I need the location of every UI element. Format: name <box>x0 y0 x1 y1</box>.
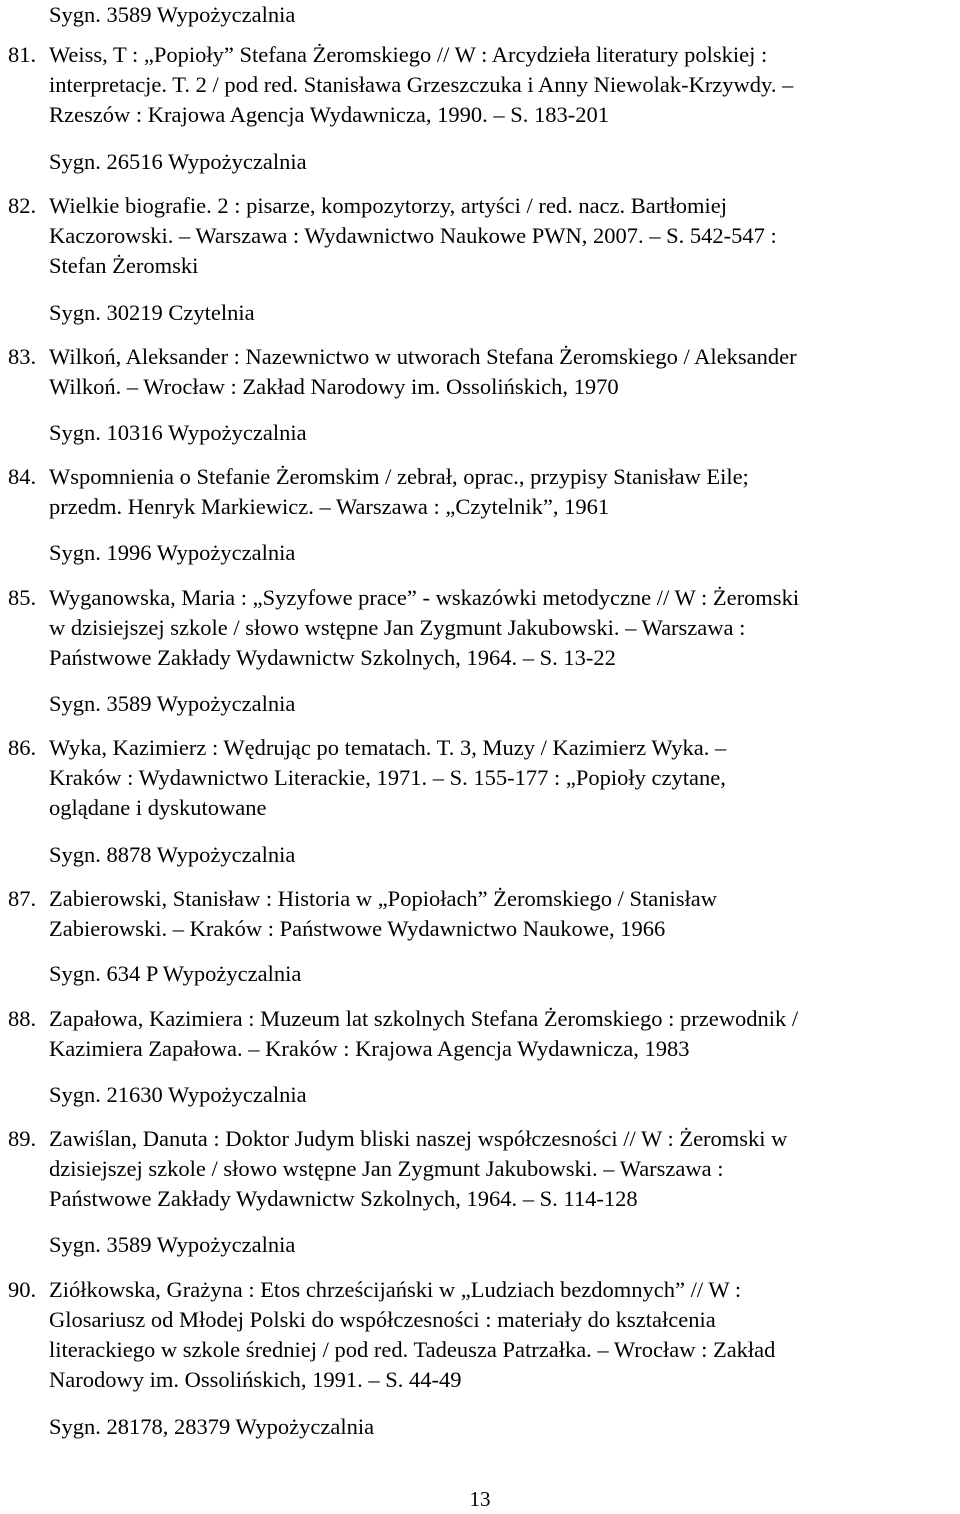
entry-number: 88. <box>8 1006 37 1031</box>
call-number: Sygn. 3589 Wypożyczalnia <box>49 1232 296 1257</box>
call-number: Sygn. 8878 Wypożyczalnia <box>49 842 296 867</box>
entry-text <box>49 733 959 823</box>
entry-line: Wspomnienia o Stefanie Żeromskim / zebrał, oprac., przypisy Stanisław Eile; <box>49 464 749 489</box>
entry-line: w dzisiejszej szkole / słowo wstępne Jan Zygmunt Jakubowski. – Warszawa : <box>49 615 746 640</box>
entry-text <box>49 191 959 281</box>
entry-line: Państwowe Zakłady Wydawnictw Szkolnych, 1964. – S. 114-128 <box>49 1186 638 1211</box>
entry-text <box>49 1124 959 1214</box>
entry-line: Ziółkowska, Grażyna : Etos chrześcijański w „Ludziach bezdomnych” // W : <box>49 1277 742 1302</box>
call-number: Sygn. 26516 Wypożyczalnia <box>49 149 307 174</box>
entry-line: Kraków : Wydawnictwo Literackie, 1971. – S. 155-177 : „Popioły czytane, <box>49 765 726 790</box>
entry-line: Glosariusz od Młodej Polski do współczesności : materiały do kształcenia <box>49 1307 716 1332</box>
entry-line: interpretacje. T. 2 / pod red. Stanisława Grzeszczuka i Anny Niewolak-Krzywdy. – <box>49 72 794 97</box>
entry-text <box>49 462 959 522</box>
entry-line: Wyganowska, Maria : „Syzyfowe prace” - wskazówki metodyczne // W : Żeromski <box>49 585 800 610</box>
call-number: Sygn. 634 P Wypożyczalnia <box>49 961 302 986</box>
entry-text <box>49 1004 959 1064</box>
entry-line: Wyka, Kazimierz : Wędrując po tematach. T. 3, Muzy / Kazimierz Wyka. – <box>49 735 727 760</box>
entry-line: oglądane i dyskutowane <box>49 795 267 820</box>
entry-number: 85. <box>8 585 37 610</box>
entry-text <box>49 40 959 130</box>
entry-line: Rzeszów : Krajowa Agencja Wydawnicza, 1990. – S. 183-201 <box>49 102 609 127</box>
entry-number: 81. <box>8 42 37 67</box>
call-number: Sygn. 21630 Wypożyczalnia <box>49 1082 307 1107</box>
entry-number: 84. <box>8 464 37 489</box>
entry-number: 86. <box>8 735 37 760</box>
entry-text <box>49 1275 959 1395</box>
entry-text <box>49 583 959 673</box>
entry-line: Stefan Żeromski <box>49 253 199 278</box>
call-number: Sygn. 28178, 28379 Wypożyczalnia <box>49 1414 375 1439</box>
entry-line: przedm. Henryk Markiewicz. – Warszawa : „Czytelnik”, 1961 <box>49 494 610 519</box>
entry-number: 90. <box>8 1277 37 1302</box>
entry-line: Wielkie biografie. 2 : pisarze, kompozytorzy, artyści / red. nacz. Bartłomiej <box>49 193 728 218</box>
call-number: Sygn. 1996 Wypożyczalnia <box>49 540 296 565</box>
entry-text <box>49 342 959 402</box>
entry-line: Zabierowski. – Kraków : Państwowe Wydawnictwo Naukowe, 1966 <box>49 916 666 941</box>
entry-number: 87. <box>8 886 37 911</box>
entry-line: Kazimiera Zapałowa. – Kraków : Krajowa Agencja Wydawnicza, 1983 <box>49 1036 690 1061</box>
entry-number: 82. <box>8 193 37 218</box>
entry-number: 89. <box>8 1126 37 1151</box>
entry-line: dzisiejszej szkole / słowo wstępne Jan Zygmunt Jakubowski. – Warszawa : <box>49 1156 724 1181</box>
entry-line: Kaczorowski. – Warszawa : Wydawnictwo Naukowe PWN, 2007. – S. 542-547 : <box>49 223 777 248</box>
call-number: Sygn. 3589 Wypożyczalnia <box>49 691 296 716</box>
entry-line: Zabierowski, Stanisław : Historia w „Popiołach” Żeromskiego / Stanisław <box>49 886 718 911</box>
entry-line: Państwowe Zakłady Wydawnictw Szkolnych, 1964. – S. 13-22 <box>49 645 616 670</box>
page-number: 13 <box>469 1487 491 1511</box>
entry-line: Zawiślan, Danuta : Doktor Judym bliski naszej współczesności // W : Żeromski w <box>49 1126 788 1151</box>
call-number: Sygn. 30219 Czytelnia <box>49 300 255 325</box>
call-number: Sygn. 3589 Wypożyczalnia <box>49 2 296 27</box>
entry-number: 83. <box>8 344 37 369</box>
entry-text <box>49 884 959 944</box>
call-number: Sygn. 10316 Wypożyczalnia <box>49 420 307 445</box>
entry-line: Weiss, T : „Popioły” Stefana Żeromskiego // W : Arcydzieła literatury polskiej : <box>49 42 768 67</box>
entry-line: Zapałowa, Kazimiera : Muzeum lat szkolnych Stefana Żeromskiego : przewodnik / <box>49 1006 799 1031</box>
entry-line: Wilkoń, Aleksander : Nazewnictwo w utworach Stefana Żeromskiego / Aleksander <box>49 344 797 369</box>
entry-line: Narodowy im. Ossolińskich, 1991. – S. 44-49 <box>49 1367 462 1392</box>
entry-line: literackiego w szkole średniej / pod red. Tadeusza Patrzałka. – Wrocław : Zakład <box>49 1337 776 1362</box>
entry-line: Wilkoń. – Wrocław : Zakład Narodowy im. Ossolińskich, 1970 <box>49 374 619 399</box>
